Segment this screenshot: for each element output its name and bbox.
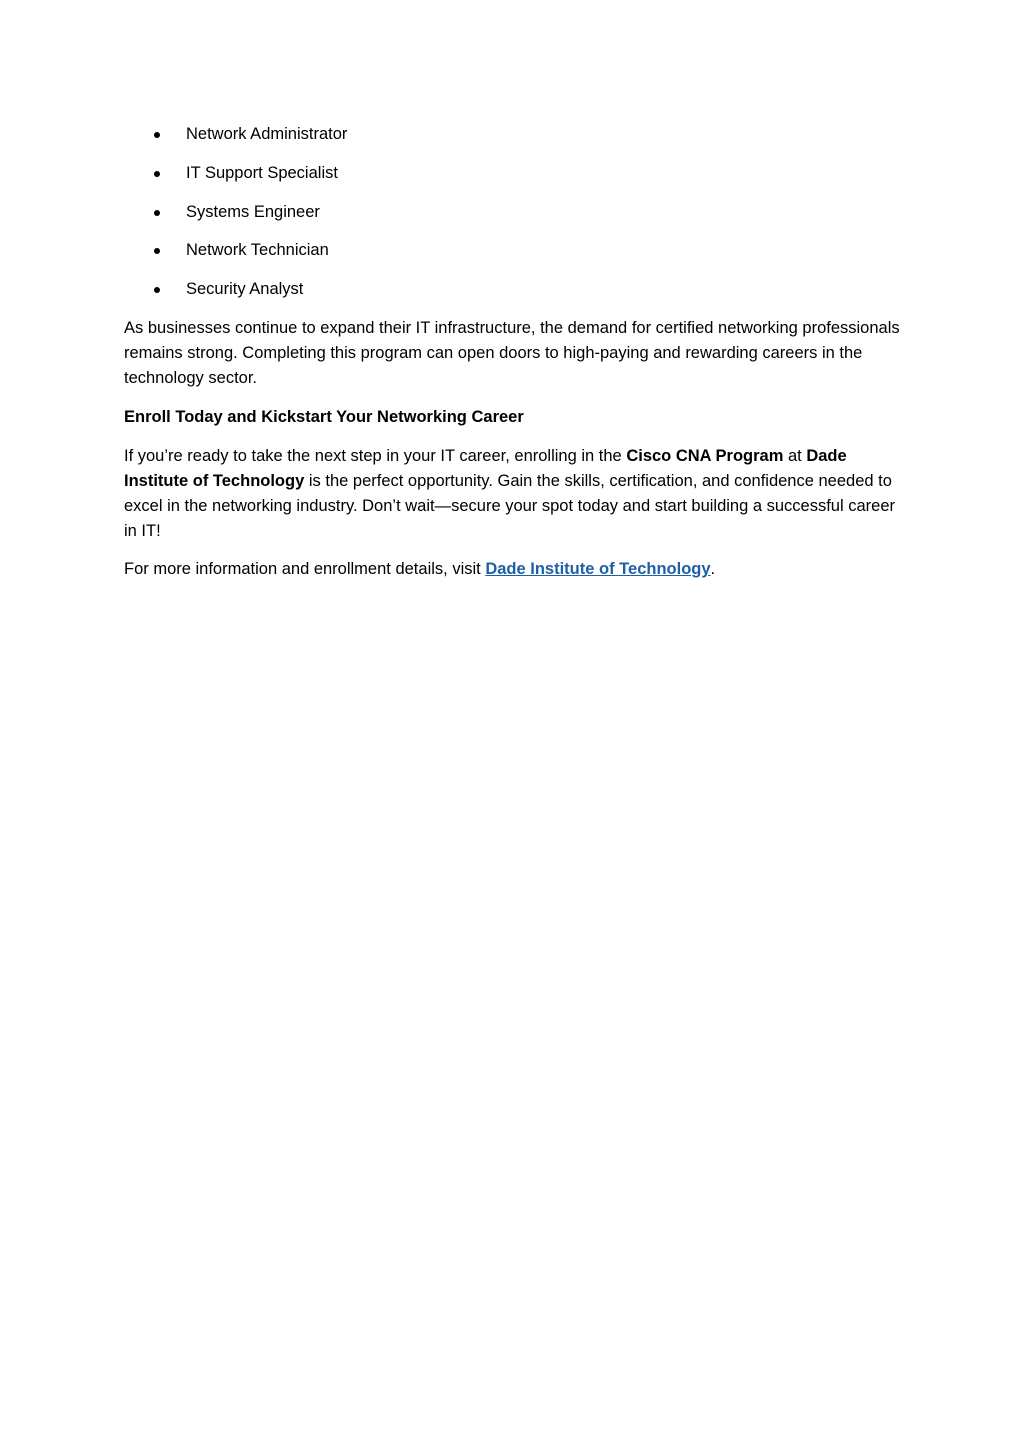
- bullet-icon: [154, 132, 160, 138]
- list-item-label: Systems Engineer: [186, 202, 320, 221]
- enroll-text-part2: at: [783, 446, 807, 465]
- enroll-text-part1: If you’re ready to take the next step in your IT career, enrolling in the: [124, 446, 627, 465]
- enroll-paragraph: [124, 444, 900, 544]
- bullet-icon: [154, 171, 160, 177]
- more-info-paragraph: [124, 557, 900, 582]
- list-item-label: Network Administrator: [186, 125, 348, 143]
- more-info-prefix: For more information and enrollment details, visit: [124, 560, 486, 579]
- bullet-icon: [154, 210, 160, 216]
- list-item: [124, 200, 900, 225]
- more-info-suffix: .: [710, 560, 716, 579]
- list-item: [124, 277, 900, 302]
- program-name: Cisco CNA Program: [626, 446, 784, 465]
- list-item: [124, 238, 900, 263]
- document-content: [124, 122, 900, 596]
- enroll-text-part3: is the perfect opportunity. Gain the skills, certification, and confidence needed to excel in the networking industry. Don’t wait—secure your spot today and start building a successful career in IT!: [124, 471, 895, 540]
- institute-link[interactable]: Dade Institute of Technology: [485, 560, 711, 579]
- list-item-label: Security Analyst: [186, 280, 304, 299]
- bullet-icon: [154, 287, 160, 293]
- list-item-label: Network Technician: [186, 241, 329, 260]
- demand-paragraph: As businesses continue to expand their IT infrastructure, the demand for certified networking professionals remains strong. Completing this program can open doors to high-paying and rewarding careers in the technology sector.: [124, 318, 900, 387]
- list-item-label: IT Support Specialist: [186, 163, 338, 182]
- list-item: [124, 122, 900, 147]
- list-item: [124, 161, 900, 186]
- institute-name: Dade Institute of Technology: [124, 446, 847, 490]
- section-heading: Enroll Today and Kickstart Your Networking Career: [124, 407, 524, 426]
- bullet-icon: [154, 248, 160, 254]
- career-roles-list: [124, 122, 900, 302]
